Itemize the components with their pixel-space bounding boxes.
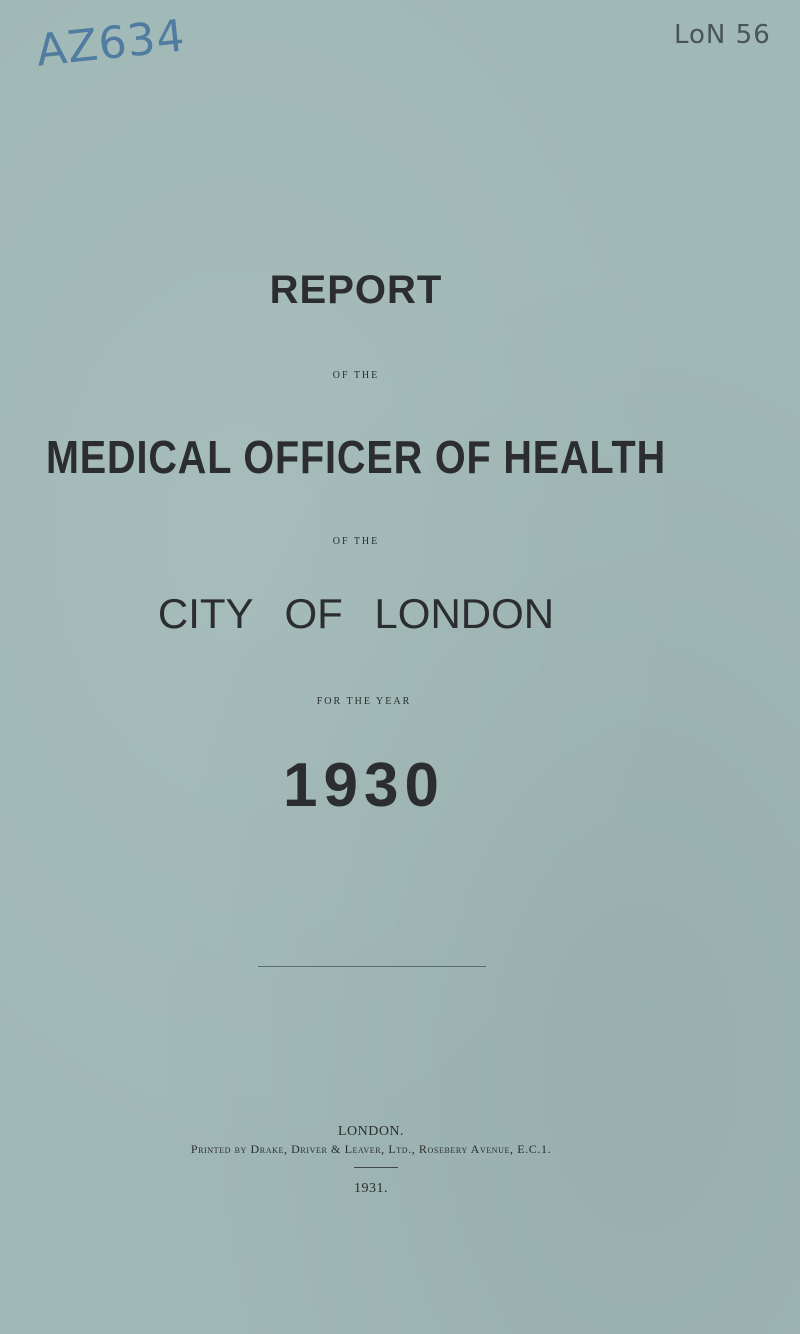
handwritten-accession-number: AZ634 <box>34 10 188 77</box>
of-the-label-2: OF THE <box>332 536 380 547</box>
imprint-city: LONDON. <box>337 1124 405 1139</box>
divider-rule <box>258 966 486 967</box>
publication-year: 1931. <box>354 1181 388 1196</box>
report-heading: REPORT <box>269 268 443 312</box>
printer-line: Printed by Drake, Driver & Leaver, Ltd., Rosebery Avenue, E.C.1. <box>190 1142 552 1156</box>
office-title: MEDICAL OFFICER OF HEALTH <box>45 431 667 483</box>
of-the-label-1: OF THE <box>332 370 380 381</box>
imprint-rule <box>354 1167 398 1168</box>
for-the-year-label: FOR THE YEAR <box>316 696 412 707</box>
report-year: 1930 <box>283 751 445 820</box>
handwritten-shelfmark: LoN 56 <box>674 20 771 50</box>
place-name: CITY OF LONDON <box>157 590 555 637</box>
